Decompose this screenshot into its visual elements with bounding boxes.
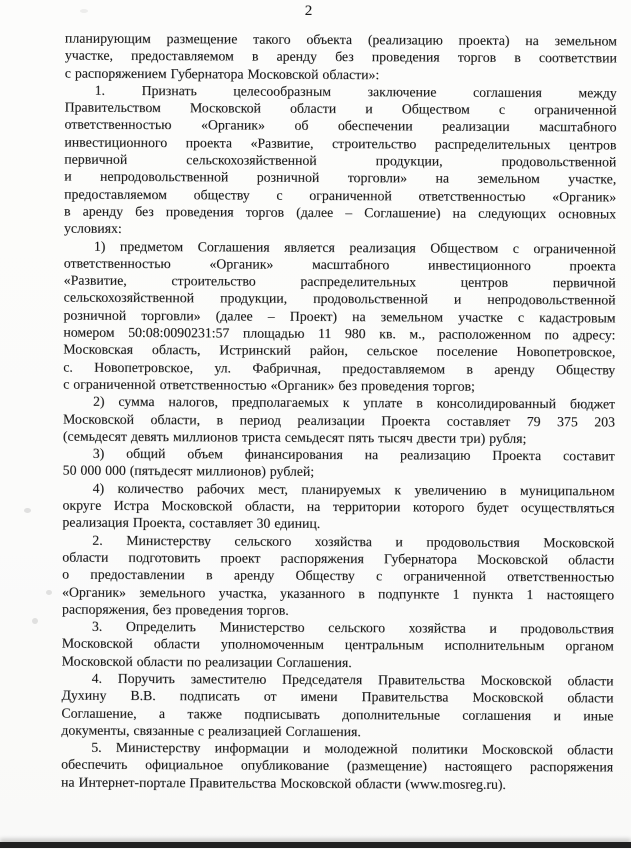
text-line: Правительством Московской области и Обществом с ограниченной [64,99,617,118]
scan-speck [24,508,31,513]
text-line: инвестиционного проекта «Развитие, строительство распределительных центров [64,134,617,153]
text-line: 1) предметом Соглашения является реализация Обществом с ограниченной [93,238,616,257]
text-line: условиях: [63,220,122,237]
text-line: участке, предоставляемом в аренду без проведения торгов в соответствии [64,47,617,66]
text-line: Соглашение, а также подписывать дополнительные соглашения и иные [61,705,614,724]
text-line: планирующим размещение такого объекта (реализацию проекта) на земельном [64,30,617,49]
text-line: «Органик» земельного участка, указанного в подпункте 1 пункта 1 настоящего [62,584,615,602]
text-line: о предоставлении в аренду Обществу с ограниченной ответственностью [62,566,615,585]
text-line: области подготовить проект распоряжения Губернатора Московской области [62,549,615,568]
text-line: розничной торговли» (далее – Проект) на земельном участке с кадастровым [63,307,616,326]
text-line: 3) общий объем финансирования на реализацию Проекта составит [92,445,615,464]
text-line: Московская область, Истринский район, сельское поселение Новопетровское, [63,341,616,360]
text-line: округе Истра Московской области, на территории которого будет осуществляться [62,497,615,516]
text-line: 4) количество рабочих мест, планируемых к увеличению в муниципальном [92,480,615,499]
text-line: 1. Признать целесообразным заключение соглашения между [94,82,617,101]
page-number: 2 [304,3,313,19]
scan-artifact-band [0,842,631,848]
scan-speck [46,590,52,595]
text-line: «Развитие, строительство распределительных центров первичной [63,272,616,291]
text-line: документы, связанные с реализацией Соглашения. [61,722,361,739]
document-body [61,30,617,794]
text-line: с распоряжением Губернатора Московской области»: [64,65,380,82]
text-line: обеспечить официальное опубликование (размещение) настоящего распоряжения [61,757,614,775]
text-line: ответственностью «Органик» масштабного инвестиционного проекта [63,255,616,274]
text-line: сельскохозяйственной продукции, продовольственной и непродовольственной [63,290,616,308]
text-line: с ограниченной ответственностью «Органик» без проведения торгов; [63,376,475,394]
text-line: распоряжения, без проведения торгов. [61,601,289,618]
text-line: и непродовольственной розничной торговли» на земельном участке, [64,168,617,187]
text-line: Московской области уполномоченным центральным исполнительным органом [61,635,614,654]
text-line: в аренду без проведения торгов (далее – Соглашение) на следующих основных [64,203,617,222]
text-line: реализация Проекта, составляет 30 единиц. [62,514,321,532]
scan-speck [32,618,38,624]
text-line: первичной сельскохозяйственной продукции, продовольственной [64,151,617,170]
text-line: 5. Министерству информации и молодежной политики Московской области [91,739,614,758]
text-line: Московской области по реализации Соглашения. [61,653,352,670]
text-line: Духину В.В. подписать от имени Правительства Московской области [61,687,614,706]
text-line: с. Новопетровское, ул. Фабричная, предоставляемом в аренду Обществу [63,359,616,378]
text-line: предоставляемом обществу с ограниченной ответственностью «Органик» [64,186,617,205]
scan-speck [80,9,88,13]
text-line: номером 50:08:0090231:57 площадью 11 980 кв. м., расположенном по адресу: [63,324,616,343]
text-line: на Интернет-портале Правительства Московской области (www.mosreg.ru). [61,774,506,792]
text-line: Московской области, в период реализации Проекта составляет 79 375 203 [62,411,615,429]
text-line: ответственностью «Органик» об обеспечении реализации масштабного [64,117,617,135]
text-line: 2. Министерству сельского хозяйства и продовольствия Московской [92,532,615,551]
text-line: (семьдесят девять миллионов триста семьдесят пять тысяч двести три) рубля; [62,428,527,446]
text-line: 2) сумма налогов, предполагаемых к уплате в консолидированный бюджет [93,393,616,412]
text-line: 50 000 000 (пятьдесят миллионов) рублей; [62,462,315,480]
text-line: 4. Поручить заместителю Председателя Правительства Московской области [91,670,614,689]
text-line: 3. Определить Министерство сельского хозяйства и продовольствия [91,618,614,637]
